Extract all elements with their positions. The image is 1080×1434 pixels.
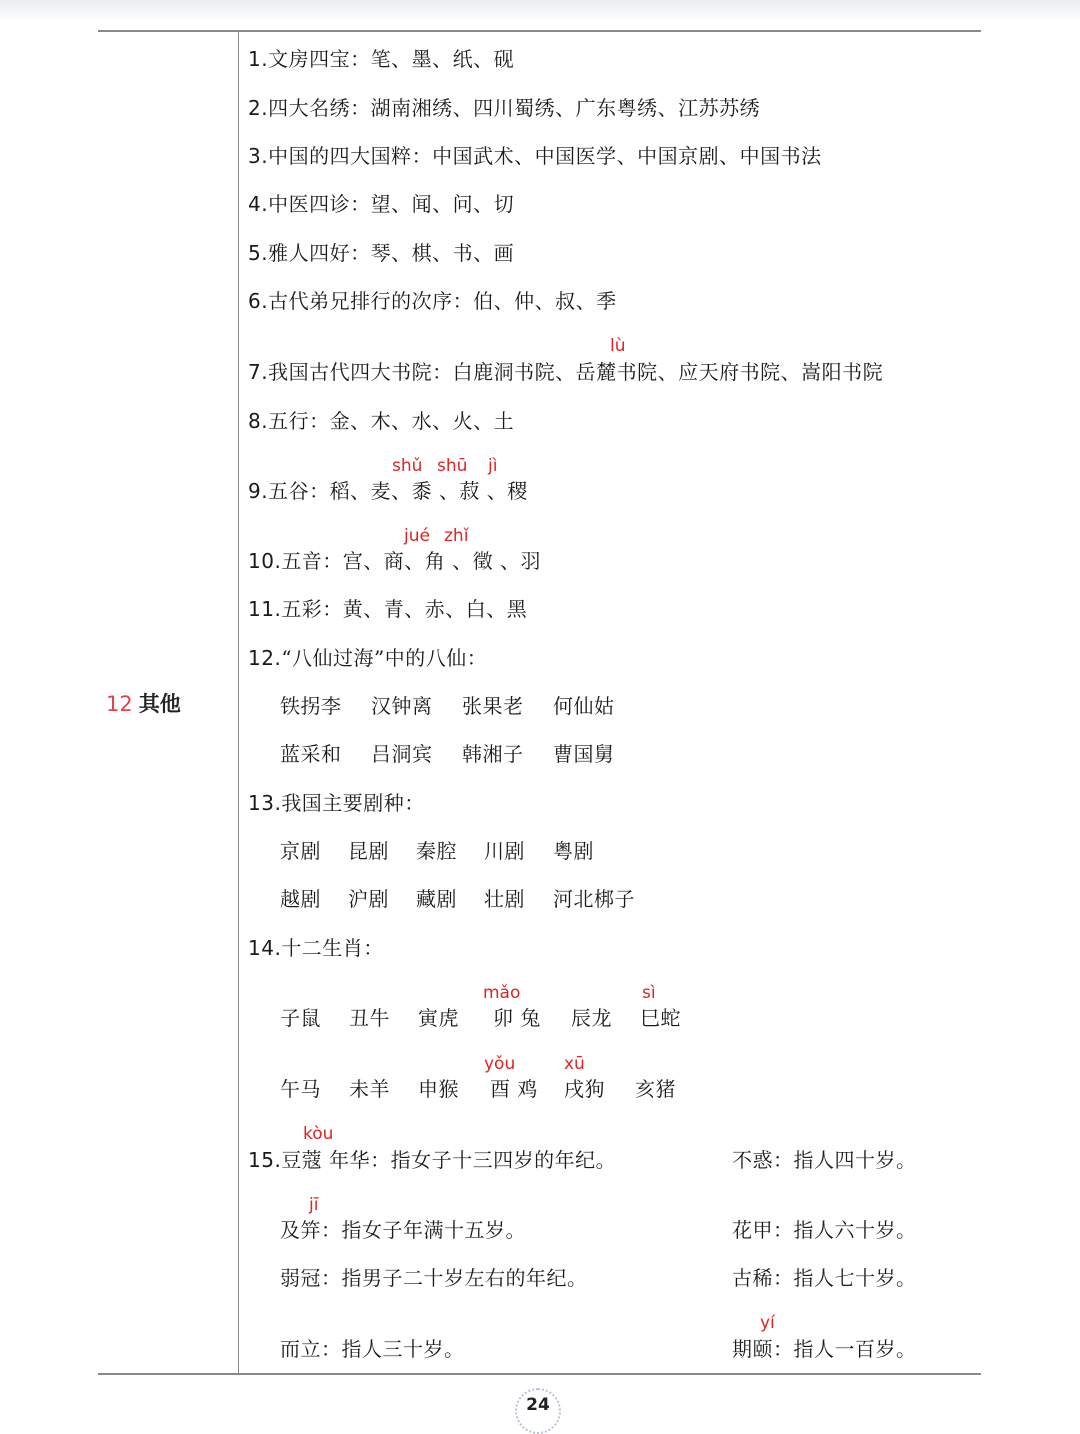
list-item: 戌狗 [564, 1077, 605, 1101]
pinyin-annotation: yí [760, 1313, 775, 1333]
list-item: 酉 鸡 [490, 1077, 538, 1101]
list-item: 不惑：指人四十岁。 [732, 1148, 917, 1172]
list-item: 曹国舅 [553, 742, 615, 766]
list-item: 弱冠：指男子二十岁左右的年纪。 [280, 1266, 588, 1290]
list-item: 14.十二生肖： [248, 936, 384, 960]
list-item: 花甲：指人六十岁。 [732, 1218, 917, 1242]
list-item: 壮剧 [484, 887, 525, 911]
list-item: 古稀：指人七十岁。 [732, 1266, 917, 1290]
list-item: 韩湘子 [462, 742, 524, 766]
list-item: 而立：指人三十岁。 [280, 1337, 465, 1361]
list-item: 11.五彩：黄、青、赤、白、黑 [248, 597, 528, 621]
list-item: 午马 [280, 1077, 321, 1101]
list-item: 昆剧 [348, 839, 389, 863]
list-item: 张果老 [462, 694, 524, 718]
list-item: 3.中国的四大国粹：中国武术、中国医学、中国京剧、中国书法 [248, 144, 822, 168]
pinyin-annotation: jì [488, 456, 498, 476]
list-item: 1.文房四宝：笔、墨、纸、砚 [248, 47, 515, 71]
list-item: 4.中医四诊：望、闻、问、切 [248, 192, 515, 216]
list-item: 蓝采和 [280, 742, 342, 766]
pinyin-annotation: zhǐ [444, 526, 469, 546]
list-item: 期颐：指人一百岁。 [732, 1337, 917, 1361]
list-item: 12.“八仙过海”中的八仙： [248, 646, 488, 670]
list-item: 川剧 [484, 839, 525, 863]
pinyin-annotation: kòu [303, 1124, 334, 1144]
pinyin-annotation: yǒu [484, 1054, 516, 1074]
pinyin-annotation: shū [437, 456, 468, 476]
list-item: 秦腔 [416, 839, 457, 863]
list-item: 河北梆子 [553, 887, 635, 911]
list-item: 汉钟离 [371, 694, 433, 718]
pinyin-annotation: xū [564, 1054, 585, 1074]
list-item: 7.我国古代四大书院：白鹿洞书院、岳麓书院、应天府书院、嵩阳书院 [248, 360, 884, 384]
list-item: 15.豆蔻 年华：指女子十三四岁的年纪。 [248, 1148, 617, 1172]
list-item: 2.四大名绣：湖南湘绣、四川蜀绣、广东粤绣、江苏苏绣 [248, 96, 761, 120]
list-item: 子鼠 [280, 1006, 321, 1030]
list-item: 何仙姑 [553, 694, 615, 718]
list-item: 8.五行：金、木、水、火、土 [248, 409, 515, 433]
list-item: 卯 兔 [493, 1006, 541, 1030]
list-item: 13.我国主要剧种： [248, 791, 425, 815]
list-item: 粤剧 [553, 839, 594, 863]
list-item: 越剧 [280, 887, 321, 911]
pinyin-annotation: jué [404, 526, 430, 546]
section-title: 其他 [138, 692, 181, 716]
pinyin-annotation: sì [642, 983, 656, 1003]
pinyin-annotation: jī [309, 1195, 319, 1215]
list-item: 藏剧 [416, 887, 457, 911]
page-number: 24 [515, 1388, 561, 1434]
bottom-rule [98, 1373, 981, 1375]
pinyin-annotation: mǎo [483, 983, 521, 1003]
pinyin-annotation: shǔ [392, 456, 423, 476]
section-heading [106, 688, 181, 718]
pinyin-annotation: lù [610, 336, 626, 356]
list-item: 10.五音：宫、商、角 、徵 、羽 [248, 549, 542, 573]
list-item: 丑牛 [349, 1006, 390, 1030]
list-item: 申猴 [418, 1077, 459, 1101]
list-item: 京剧 [280, 839, 321, 863]
list-item: 5.雅人四好：琴、棋、书、画 [248, 241, 515, 265]
list-item: 吕洞宾 [371, 742, 433, 766]
top-rule [98, 30, 981, 32]
list-item: 巳蛇 [640, 1006, 681, 1030]
list-item: 6.古代弟兄排行的次序：伯、仲、叔、季 [248, 289, 617, 313]
list-item: 铁拐李 [280, 694, 342, 718]
column-divider [238, 31, 239, 1374]
top-band [0, 0, 1080, 22]
list-item: 沪剧 [348, 887, 389, 911]
list-item: 及笄：指女子年满十五岁。 [280, 1218, 526, 1242]
list-item: 辰龙 [571, 1006, 612, 1030]
list-item: 未羊 [349, 1077, 390, 1101]
section-number: 12 [106, 692, 133, 716]
list-item: 亥猪 [635, 1077, 676, 1101]
list-item: 9.五谷：稻、麦、黍 、菽 、稷 [248, 479, 528, 503]
list-item: 寅虎 [418, 1006, 459, 1030]
